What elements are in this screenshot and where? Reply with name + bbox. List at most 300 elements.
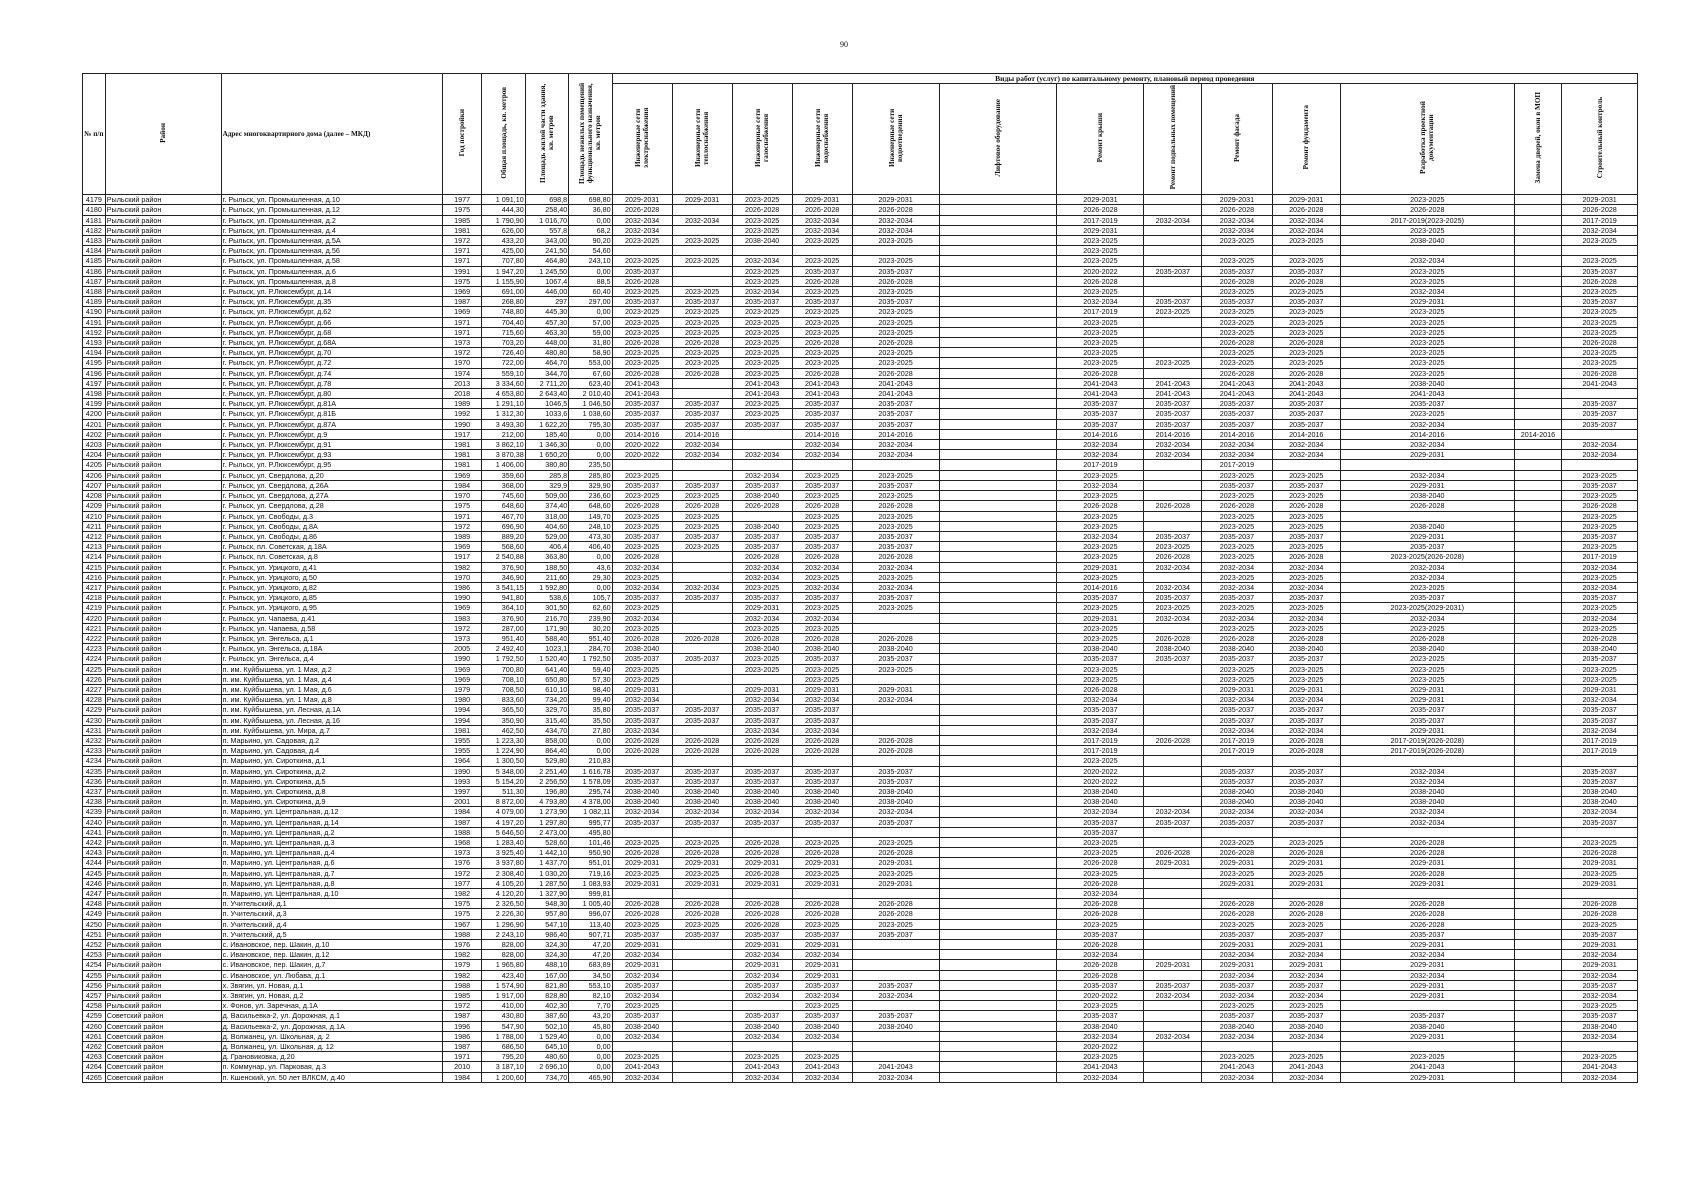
cell-living-area: 1 437,70 bbox=[525, 858, 568, 868]
cell-work-doors-windows bbox=[1514, 205, 1562, 215]
table-row bbox=[83, 838, 1638, 848]
cell-work-doors-windows bbox=[1514, 848, 1562, 858]
cell-total-area: 376,90 bbox=[482, 613, 525, 623]
cell-work-heat: 2032-2034 bbox=[672, 807, 732, 817]
header-total-area: Общая площадь, кв. метров bbox=[482, 74, 525, 195]
table-row bbox=[83, 980, 1638, 990]
cell-work-foundation: 2023-2025 bbox=[1272, 317, 1340, 327]
cell-work-lift bbox=[939, 348, 1057, 358]
cell-work-roof: 2023-2025 bbox=[1057, 542, 1144, 552]
cell-work-electric: 2032-2034 bbox=[612, 950, 672, 960]
header-work-9: Ремонт фундамента bbox=[1272, 84, 1340, 195]
table-row bbox=[83, 603, 1638, 613]
cell-work-doors-windows bbox=[1514, 480, 1562, 490]
cell-work-facade: 2038-2040 bbox=[1202, 1021, 1272, 1031]
cell-work-water: 2035-2037 bbox=[792, 419, 852, 429]
cell-work-sewer bbox=[852, 970, 939, 980]
cell-work-lift bbox=[939, 440, 1057, 450]
cell-work-electric: 2032-2034 bbox=[612, 225, 672, 235]
table-row bbox=[83, 807, 1638, 817]
cell-work-doors-windows bbox=[1514, 674, 1562, 684]
cell-work-electric: 2035-2037 bbox=[612, 817, 672, 827]
table-row bbox=[83, 786, 1638, 796]
cell-row-num: 4227 bbox=[83, 684, 106, 694]
cell-work-electric: 2023-2025 bbox=[612, 664, 672, 674]
cell-nonres-area: 295,74 bbox=[569, 786, 612, 796]
cell-work-heat: 2035-2037 bbox=[672, 715, 732, 725]
table-row bbox=[83, 562, 1638, 572]
cell-work-lift bbox=[939, 215, 1057, 225]
cell-work-sewer bbox=[852, 1031, 939, 1041]
cell-year: 2018 bbox=[443, 389, 482, 399]
cell-work-project-docs: 2029-2031 bbox=[1340, 991, 1514, 1001]
cell-work-roof: 2029-2031 bbox=[1057, 562, 1144, 572]
cell-work-lift bbox=[939, 756, 1057, 766]
cell-work-construction-control: 2017-2019 bbox=[1562, 735, 1638, 745]
cell-work-water: 2035-2037 bbox=[792, 593, 852, 603]
cell-district: Рыльский район bbox=[105, 746, 221, 756]
cell-work-foundation bbox=[1272, 246, 1340, 256]
cell-year: 1969 bbox=[443, 674, 482, 684]
cell-total-area: 5 646,50 bbox=[482, 827, 525, 837]
cell-work-basement bbox=[1144, 715, 1202, 725]
cell-work-sewer: 2035-2037 bbox=[852, 654, 939, 664]
cell-district: Рыльский район bbox=[105, 725, 221, 735]
cell-work-sewer: 2032-2034 bbox=[852, 991, 939, 1001]
cell-work-sewer: 2026-2028 bbox=[852, 205, 939, 215]
cell-living-area: 258,40 bbox=[525, 205, 568, 215]
cell-work-roof: 2023-2025 bbox=[1057, 287, 1144, 297]
cell-work-water: 2026-2028 bbox=[792, 909, 852, 919]
cell-year: 1975 bbox=[443, 899, 482, 909]
cell-work-doors-windows bbox=[1514, 746, 1562, 756]
cell-living-area: 734,20 bbox=[525, 695, 568, 705]
cell-work-water: 2023-2025 bbox=[792, 919, 852, 929]
cell-district: Рыльский район bbox=[105, 338, 221, 348]
cell-work-basement: 2032-2034 bbox=[1144, 450, 1202, 460]
cell-district: Рыльский район bbox=[105, 215, 221, 225]
cell-work-basement: 2032-2034 bbox=[1144, 440, 1202, 450]
cell-work-facade: 2026-2028 bbox=[1202, 909, 1272, 919]
cell-work-roof: 2035-2037 bbox=[1057, 399, 1144, 409]
cell-work-sewer: 2032-2034 bbox=[852, 440, 939, 450]
cell-work-project-docs: 2029-2031 bbox=[1340, 940, 1514, 950]
cell-work-basement bbox=[1144, 766, 1202, 776]
cell-work-basement bbox=[1144, 878, 1202, 888]
cell-work-water: 2026-2028 bbox=[792, 746, 852, 756]
cell-work-doors-windows bbox=[1514, 766, 1562, 776]
cell-work-water: 2035-2037 bbox=[792, 399, 852, 409]
cell-living-area: 650,80 bbox=[525, 674, 568, 684]
cell-nonres-area: 35,80 bbox=[569, 705, 612, 715]
cell-work-construction-control bbox=[1562, 889, 1638, 899]
cell-work-foundation: 2023-2025 bbox=[1272, 327, 1340, 337]
cell-work-gas: 2032-2034 bbox=[732, 256, 792, 266]
cell-address: г. Рыльск, ул. Р.Люксембург, д.80 bbox=[221, 389, 442, 399]
cell-work-roof: 2029-2031 bbox=[1057, 225, 1144, 235]
cell-district: Рыльский район bbox=[105, 674, 221, 684]
cell-work-gas: 2032-2034 bbox=[732, 287, 792, 297]
cell-living-area: 698,8 bbox=[525, 195, 568, 205]
cell-nonres-area: 951,40 bbox=[569, 633, 612, 643]
cell-nonres-area: 0,00 bbox=[569, 582, 612, 592]
cell-work-roof: 2032-2034 bbox=[1057, 695, 1144, 705]
cell-year: 1975 bbox=[443, 276, 482, 286]
cell-work-lift bbox=[939, 664, 1057, 674]
cell-work-construction-control: 2032-2034 bbox=[1562, 440, 1638, 450]
cell-work-facade: 2023-2025 bbox=[1202, 511, 1272, 521]
cell-total-area: 1 091,10 bbox=[482, 195, 525, 205]
cell-work-sewer bbox=[852, 674, 939, 684]
table-row bbox=[83, 817, 1638, 827]
cell-work-electric: 2026-2028 bbox=[612, 848, 672, 858]
cell-work-project-docs: 2035-2037 bbox=[1340, 929, 1514, 939]
cell-work-construction-control: 2035-2037 bbox=[1562, 419, 1638, 429]
header-work-12: Строительный контроль bbox=[1562, 84, 1638, 195]
cell-work-roof: 2023-2025 bbox=[1057, 521, 1144, 531]
cell-work-electric: 2029-2031 bbox=[612, 960, 672, 970]
cell-year: 1972 bbox=[443, 868, 482, 878]
cell-living-area: 610,10 bbox=[525, 684, 568, 694]
cell-work-lift bbox=[939, 980, 1057, 990]
cell-work-construction-control: 2035-2037 bbox=[1562, 654, 1638, 664]
cell-work-heat bbox=[672, 684, 732, 694]
cell-work-facade: 2026-2028 bbox=[1202, 899, 1272, 909]
cell-work-construction-control bbox=[1562, 827, 1638, 837]
cell-work-basement bbox=[1144, 868, 1202, 878]
cell-work-lift bbox=[939, 909, 1057, 919]
cell-work-facade: 2023-2025 bbox=[1202, 521, 1272, 531]
cell-address: п. им. Куйбышева, ул. 1 Мая, д.2 bbox=[221, 664, 442, 674]
cell-work-project-docs: 2035-2037 bbox=[1340, 399, 1514, 409]
table-row bbox=[83, 1042, 1638, 1052]
cell-work-construction-control: 2026-2028 bbox=[1562, 368, 1638, 378]
cell-work-electric: 2023-2025 bbox=[612, 521, 672, 531]
cell-living-area: 986,40 bbox=[525, 929, 568, 939]
cell-work-doors-windows bbox=[1514, 838, 1562, 848]
cell-nonres-area: 495,80 bbox=[569, 827, 612, 837]
cell-work-lift bbox=[939, 991, 1057, 1001]
cell-total-area: 1 406,00 bbox=[482, 460, 525, 470]
cell-work-gas: 2038-2040 bbox=[732, 236, 792, 246]
cell-address: х. Фонов, ул. Заречная, д.1А bbox=[221, 1001, 442, 1011]
cell-work-heat: 2023-2025 bbox=[672, 317, 732, 327]
cell-work-doors-windows bbox=[1514, 786, 1562, 796]
cell-work-gas: 2035-2037 bbox=[732, 817, 792, 827]
cell-work-lift bbox=[939, 858, 1057, 868]
cell-address: х. Звягин, ул. Новая, д.2 bbox=[221, 991, 442, 1001]
cell-work-doors-windows bbox=[1514, 725, 1562, 735]
cell-living-area: 211,60 bbox=[525, 572, 568, 582]
cell-work-project-docs: 2023-2025 bbox=[1340, 225, 1514, 235]
cell-work-water: 2035-2037 bbox=[792, 297, 852, 307]
cell-work-water bbox=[792, 460, 852, 470]
cell-work-construction-control: 2023-2025 bbox=[1562, 919, 1638, 929]
cell-district: Рыльский район bbox=[105, 368, 221, 378]
cell-total-area: 2 226,30 bbox=[482, 909, 525, 919]
cell-work-lift bbox=[939, 266, 1057, 276]
cell-work-sewer: 2035-2037 bbox=[852, 531, 939, 541]
cell-nonres-area: 0,00 bbox=[569, 746, 612, 756]
cell-work-doors-windows bbox=[1514, 654, 1562, 664]
cell-work-basement bbox=[1144, 480, 1202, 490]
cell-work-roof: 2023-2025 bbox=[1057, 603, 1144, 613]
cell-district: Рыльский район bbox=[105, 991, 221, 1001]
cell-work-heat: 2032-2034 bbox=[672, 215, 732, 225]
cell-year: 1975 bbox=[443, 909, 482, 919]
cell-work-construction-control: 2035-2037 bbox=[1562, 399, 1638, 409]
cell-address: г. Рыльск, ул. Чапаева, д.41 bbox=[221, 613, 442, 623]
cell-district: Рыльский район bbox=[105, 256, 221, 266]
cell-work-water bbox=[792, 827, 852, 837]
cell-total-area: 696,90 bbox=[482, 521, 525, 531]
table-row bbox=[83, 582, 1638, 592]
cell-work-construction-control: 2023-2025 bbox=[1562, 542, 1638, 552]
header-num: № п/п bbox=[83, 74, 106, 195]
cell-address: г. Рыльск, ул. Промышленная, д.58 bbox=[221, 256, 442, 266]
table-row bbox=[83, 929, 1638, 939]
cell-work-electric: 2029-2031 bbox=[612, 195, 672, 205]
cell-work-basement bbox=[1144, 236, 1202, 246]
cell-total-area: 4 653,80 bbox=[482, 389, 525, 399]
cell-nonres-area: 0,00 bbox=[569, 1031, 612, 1041]
cell-year: 1979 bbox=[443, 684, 482, 694]
header-address: Адрес многоквартирного дома (далее – МКД) bbox=[221, 74, 442, 195]
cell-address: д. Васильевка-2, ул. Дорожная, д.1А bbox=[221, 1021, 442, 1031]
cell-work-basement bbox=[1144, 929, 1202, 939]
cell-work-foundation: 2026-2028 bbox=[1272, 205, 1340, 215]
cell-work-water: 2023-2025 bbox=[792, 603, 852, 613]
table-row bbox=[83, 307, 1638, 317]
cell-total-area: 410,00 bbox=[482, 1001, 525, 1011]
cell-nonres-area: 59,40 bbox=[569, 664, 612, 674]
cell-work-construction-control: 2035-2037 bbox=[1562, 297, 1638, 307]
cell-living-area: 1 030,20 bbox=[525, 868, 568, 878]
cell-work-gas: 2023-2025 bbox=[732, 276, 792, 286]
cell-work-gas: 2023-2025 bbox=[732, 664, 792, 674]
table-row bbox=[83, 348, 1638, 358]
cell-nonres-area: 31,80 bbox=[569, 338, 612, 348]
cell-living-area: 529,00 bbox=[525, 531, 568, 541]
cell-work-sewer: 2023-2025 bbox=[852, 348, 939, 358]
table-row bbox=[83, 878, 1638, 888]
cell-row-num: 4219 bbox=[83, 603, 106, 613]
cell-work-construction-control: 2032-2034 bbox=[1562, 582, 1638, 592]
cell-district: Рыльский район bbox=[105, 460, 221, 470]
cell-work-sewer: 2023-2025 bbox=[852, 307, 939, 317]
cell-living-area: 404,60 bbox=[525, 521, 568, 531]
cell-work-basement: 2035-2037 bbox=[1144, 266, 1202, 276]
cell-district: Рыльский район bbox=[105, 827, 221, 837]
cell-work-facade: 2023-2025 bbox=[1202, 317, 1272, 327]
cell-work-water bbox=[792, 756, 852, 766]
table-row bbox=[83, 735, 1638, 745]
cell-work-lift bbox=[939, 878, 1057, 888]
cell-nonres-area: 243,10 bbox=[569, 256, 612, 266]
cell-nonres-area: 284,70 bbox=[569, 644, 612, 654]
cell-total-area: 722,00 bbox=[482, 358, 525, 368]
cell-work-construction-control: 2023-2025 bbox=[1562, 572, 1638, 582]
cell-address: г. Рыльск, ул. Р.Люксембург, д.81А bbox=[221, 399, 442, 409]
cell-work-lift bbox=[939, 848, 1057, 858]
cell-work-lift bbox=[939, 960, 1057, 970]
cell-address: г. Рыльск, ул. Урицкого, д.82 bbox=[221, 582, 442, 592]
cell-work-construction-control: 2029-2031 bbox=[1562, 858, 1638, 868]
cell-work-sewer: 2035-2037 bbox=[852, 542, 939, 552]
cell-district: Рыльский район bbox=[105, 195, 221, 205]
cell-work-doors-windows bbox=[1514, 919, 1562, 929]
cell-work-electric: 2026-2028 bbox=[612, 633, 672, 643]
cell-work-construction-control: 2035-2037 bbox=[1562, 776, 1638, 786]
cell-work-facade: 2026-2028 bbox=[1202, 338, 1272, 348]
cell-row-num: 4240 bbox=[83, 817, 106, 827]
cell-work-foundation: 2029-2031 bbox=[1272, 195, 1340, 205]
cell-year: 1976 bbox=[443, 858, 482, 868]
cell-district: Рыльский район bbox=[105, 858, 221, 868]
cell-work-roof: 2023-2025 bbox=[1057, 848, 1144, 858]
cell-work-basement: 2035-2037 bbox=[1144, 419, 1202, 429]
cell-work-roof: 2038-2040 bbox=[1057, 644, 1144, 654]
cell-work-facade: 2038-2040 bbox=[1202, 786, 1272, 796]
cell-year: 1917 bbox=[443, 429, 482, 439]
cell-work-electric: 2023-2025 bbox=[612, 358, 672, 368]
cell-total-area: 364,10 bbox=[482, 603, 525, 613]
cell-work-foundation: 2023-2025 bbox=[1272, 470, 1340, 480]
cell-work-foundation: 2023-2025 bbox=[1272, 603, 1340, 613]
cell-work-electric: 2023-2025 bbox=[612, 674, 672, 684]
cell-work-basement bbox=[1144, 1021, 1202, 1031]
cell-work-foundation: 2023-2025 bbox=[1272, 521, 1340, 531]
cell-work-foundation: 2035-2037 bbox=[1272, 266, 1340, 276]
cell-work-foundation: 2032-2034 bbox=[1272, 725, 1340, 735]
cell-year: 1971 bbox=[443, 317, 482, 327]
cell-work-construction-control: 2035-2037 bbox=[1562, 593, 1638, 603]
cell-work-construction-control: 2017-2019 bbox=[1562, 215, 1638, 225]
cell-work-construction-control: 2026-2028 bbox=[1562, 338, 1638, 348]
cell-district: Рыльский район bbox=[105, 440, 221, 450]
cell-row-num: 4239 bbox=[83, 807, 106, 817]
cell-work-lift bbox=[939, 593, 1057, 603]
cell-year: 1986 bbox=[443, 1031, 482, 1041]
cell-address: г. Рыльск, ул. Промышленная, д.5А bbox=[221, 236, 442, 246]
cell-year: 1988 bbox=[443, 827, 482, 837]
cell-year: 1993 bbox=[443, 776, 482, 786]
cell-work-heat: 2035-2037 bbox=[672, 654, 732, 664]
capital-repair-table bbox=[82, 73, 1638, 1083]
cell-row-num: 4228 bbox=[83, 695, 106, 705]
cell-work-electric: 2023-2025 bbox=[612, 1001, 672, 1011]
cell-work-sewer: 2032-2034 bbox=[852, 807, 939, 817]
table-row bbox=[83, 1072, 1638, 1082]
cell-living-area: 434,70 bbox=[525, 725, 568, 735]
cell-work-sewer: 2032-2034 bbox=[852, 1072, 939, 1082]
cell-work-heat bbox=[672, 695, 732, 705]
cell-work-construction-control: 2041-2043 bbox=[1562, 378, 1638, 388]
cell-row-num: 4215 bbox=[83, 562, 106, 572]
cell-living-area: 171,90 bbox=[525, 623, 568, 633]
cell-work-gas: 2023-2025 bbox=[732, 338, 792, 348]
cell-living-area: 1 245,50 bbox=[525, 266, 568, 276]
cell-work-basement bbox=[1144, 521, 1202, 531]
cell-work-foundation: 2035-2037 bbox=[1272, 980, 1340, 990]
cell-living-area: 528,60 bbox=[525, 838, 568, 848]
cell-row-num: 4195 bbox=[83, 358, 106, 368]
cell-address: п. Марьино, ул. Сироткина, д.9 bbox=[221, 797, 442, 807]
cell-total-area: 3 937,80 bbox=[482, 858, 525, 868]
cell-district: Рыльский район bbox=[105, 623, 221, 633]
cell-work-roof: 2032-2034 bbox=[1057, 450, 1144, 460]
cell-work-project-docs: 2041-2043 bbox=[1340, 389, 1514, 399]
cell-living-area: 324,30 bbox=[525, 950, 568, 960]
cell-year: 1991 bbox=[443, 266, 482, 276]
cell-work-facade: 2023-2025 bbox=[1202, 236, 1272, 246]
cell-total-area: 1 917,00 bbox=[482, 991, 525, 1001]
cell-district: Рыльский район bbox=[105, 287, 221, 297]
cell-work-gas: 2026-2028 bbox=[732, 838, 792, 848]
cell-work-foundation: 2032-2034 bbox=[1272, 582, 1340, 592]
cell-work-foundation: 2035-2037 bbox=[1272, 593, 1340, 603]
cell-row-num: 4258 bbox=[83, 1001, 106, 1011]
cell-year: 1984 bbox=[443, 480, 482, 490]
cell-district: Рыльский район bbox=[105, 511, 221, 521]
cell-year: 1982 bbox=[443, 950, 482, 960]
table-row bbox=[83, 215, 1638, 225]
cell-work-water: 2023-2025 bbox=[792, 521, 852, 531]
cell-work-project-docs: 2035-2037 bbox=[1340, 542, 1514, 552]
cell-work-sewer bbox=[852, 715, 939, 725]
cell-work-electric: 2035-2037 bbox=[612, 654, 672, 664]
cell-living-area: 387,60 bbox=[525, 1011, 568, 1021]
cell-work-foundation: 2035-2037 bbox=[1272, 297, 1340, 307]
cell-work-basement: 2032-2034 bbox=[1144, 807, 1202, 817]
cell-work-water: 2035-2037 bbox=[792, 980, 852, 990]
cell-work-water: 2038-2040 bbox=[792, 786, 852, 796]
cell-work-heat: 2026-2028 bbox=[672, 735, 732, 745]
cell-work-construction-control: 2023-2025 bbox=[1562, 287, 1638, 297]
cell-work-facade: 2026-2028 bbox=[1202, 501, 1272, 511]
cell-work-foundation: 2035-2037 bbox=[1272, 766, 1340, 776]
cell-work-doors-windows bbox=[1514, 440, 1562, 450]
cell-work-lift bbox=[939, 378, 1057, 388]
cell-work-electric: 2023-2025 bbox=[612, 542, 672, 552]
cell-work-water: 2032-2034 bbox=[792, 225, 852, 235]
cell-work-roof: 2035-2037 bbox=[1057, 827, 1144, 837]
cell-work-heat: 2029-2031 bbox=[672, 195, 732, 205]
cell-work-project-docs: 2038-2040 bbox=[1340, 644, 1514, 654]
cell-work-facade: 2032-2034 bbox=[1202, 1072, 1272, 1082]
cell-nonres-area: 248,10 bbox=[569, 521, 612, 531]
cell-work-lift bbox=[939, 1062, 1057, 1072]
cell-work-construction-control: 2032-2034 bbox=[1562, 991, 1638, 1001]
cell-year: 1977 bbox=[443, 878, 482, 888]
cell-nonres-area: 60,40 bbox=[569, 287, 612, 297]
cell-nonres-area: 57,30 bbox=[569, 674, 612, 684]
cell-address: п. Кшенский, ул. 50 лет ВЛКСМ, д.40 bbox=[221, 1072, 442, 1082]
cell-address: п. Марьино, ул. Сироткина, д.1 bbox=[221, 756, 442, 766]
cell-year: 1970 bbox=[443, 491, 482, 501]
cell-work-construction-control: 2023-2025 bbox=[1562, 868, 1638, 878]
cell-work-gas: 2026-2028 bbox=[732, 735, 792, 745]
cell-work-electric: 2023-2025 bbox=[612, 868, 672, 878]
cell-work-water: 2023-2025 bbox=[792, 868, 852, 878]
cell-work-electric: 2026-2028 bbox=[612, 338, 672, 348]
cell-work-basement bbox=[1144, 195, 1202, 205]
cell-district: Рыльский район bbox=[105, 562, 221, 572]
table-row bbox=[83, 378, 1638, 388]
cell-year: 1987 bbox=[443, 817, 482, 827]
cell-work-sewer: 2026-2028 bbox=[852, 276, 939, 286]
cell-work-lift bbox=[939, 236, 1057, 246]
